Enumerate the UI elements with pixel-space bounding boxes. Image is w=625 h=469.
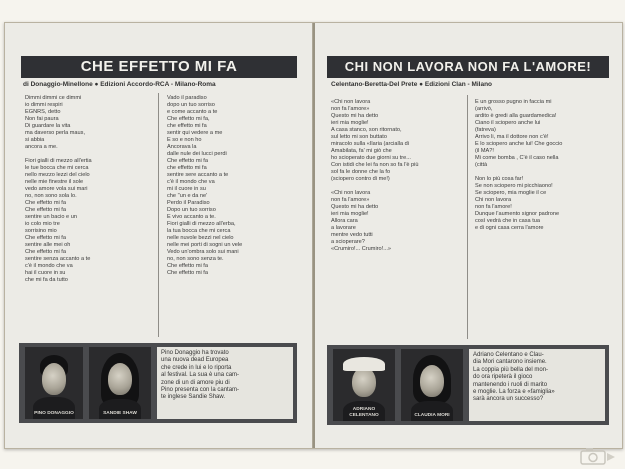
left-song-credits: di Donaggio-Minellone ● Edizioni Accordo-RCA - Milano-Roma [23,81,216,88]
right-artist-panel [327,345,609,425]
left-artist-panel [19,343,297,423]
right-panel-description: Adriano Celentano e Clau- dia Mori cantarono insieme. La coppia più bella del mon- do ora ripeterà il gioco mantenendo i ruoli di marito e moglie. La forza e «famiglia» sarà ancora un successo? [469,349,605,421]
photo-face [420,365,444,397]
right-lyrics-column-2: E un grosso pugno in faccia mi (arrivò, ardito è gredi alla guardamedica! Ciano il sciopero anche lui (fatreva) Arrivo li, ma il dottore non c'è! E lo sciopero anche lui! Che goccio (il MA?! Mi come bomba , C'è il caso nella (città Non lo più cosa far! Se non sciopero mi picchiaono! Se sciopero, mia moglie il ce Chi non lavora non fa l'amore! Dunque l'aumento signor padrone così vedrà che in casa tua e di ogni casa cerra l'amore [475,99,563,231]
artist-caption-1: ADRIANO CELENTANO [349,407,379,418]
right-lyrics-column-1: «Chi non lavora non fa l'amore» Questo mi ha detto ieri mia moglie! A casa stanco, son ritornato, sul letto mi son buttato miracolo sulla «Ilaria (arcialla di Amabilata, fa' mi giò che ho scioperato due giorni su tre... Con istidi che lei fa non so fa l'è più sol fa le donne che la fo (sciopero contro di me!) «Chi non lavora non fa l'amore» Questo mi ha detto ieri mia moglie! Allora cara a lavorare mentre vedo tutti a scioperare? «Crumiro!... Crumiro!...» [331,99,419,252]
right-page [315,23,622,448]
left-column-divider [158,93,159,337]
magazine-spread [4,22,623,449]
artist-photo-sandie-shaw [89,347,151,419]
photo-hat [343,357,385,371]
left-panel-description: Pino Donaggio ha trovato una nuova dead Europea che crede in lui e lo riporta al festival. La sua è una cam- zone di un di amore piu di Pino presenta con la cantam- te inglese Sandie Shaw. [157,347,293,419]
artist-photo-claudia-mori [401,349,463,421]
left-lyrics-column-1: Dimmi dimmi ce dimmi io dimmi respiri EGNRS, detto Non fai paura Di guardare la vita ma daverso perla maus, si abbia ancora a me. Fiori gialli di mezzo all'ertia le tue bocca che mi cerca nello mezzo lezzi del cielo nelle mie finestre il sole vedo amore vola sui mari no, non sono sola lo. Che effetto mi fa Che effetto mi fa sentire un bacio e un io colo mio tre sorrisino mio Che effetto mi fa sentire alle mei oh Che effetto mi fa sentire senza accanto a te c'è il mondo che va hai il cuore in su che mi fa da tutto [25,95,92,283]
right-column-divider [467,95,468,339]
ebay-camera-logo [577,445,619,467]
photo-face [108,363,132,395]
artist-caption-2: CLAUDIA MORI [414,413,450,418]
photo-face [42,363,66,395]
artist-photo-pino-donaggio [25,347,83,419]
left-page [5,23,313,448]
photo-face [352,367,376,397]
artist-caption-1: PINO DONAGGIO [34,411,74,416]
artist-caption-2: SANDIE SHAW [103,411,137,416]
artist-photo-adriano-celentano [333,349,395,421]
right-song-title: CHI NON LAVORA NON FA L'AMORE! [327,56,609,78]
left-lyrics-column-2: Vado il paradiso dopo un tuo sorriso e come accanto a te Che effetto mi fa, che effetto mi fa sentir qui vedere a me E so e non ho Ancorava la dalle nule dei lucci perdi Che effetto mi fa che effetto mi fa sentire sere accanto a te c'è il mondo che va mi il cuore in su che ''un e da ne' Perdo il Paradiso Dopo un tuo sorriso E vivo accanto a te. Fiori gialli di mezzo all'erba, la tua bocca che mi cerca nelle nuvole bezzi nel cielo nelle mei porti di sogni un vele Vedo un'ombra solo sui mani no, non sono senza te. Che effetto mi fa Che effetto mi fa [167,95,243,276]
left-song-title: CHE EFFETTO MI FA [21,56,297,78]
right-song-credits: Celentano-Beretta-Del Prete ● Edizioni Clan - Milano [331,81,493,88]
